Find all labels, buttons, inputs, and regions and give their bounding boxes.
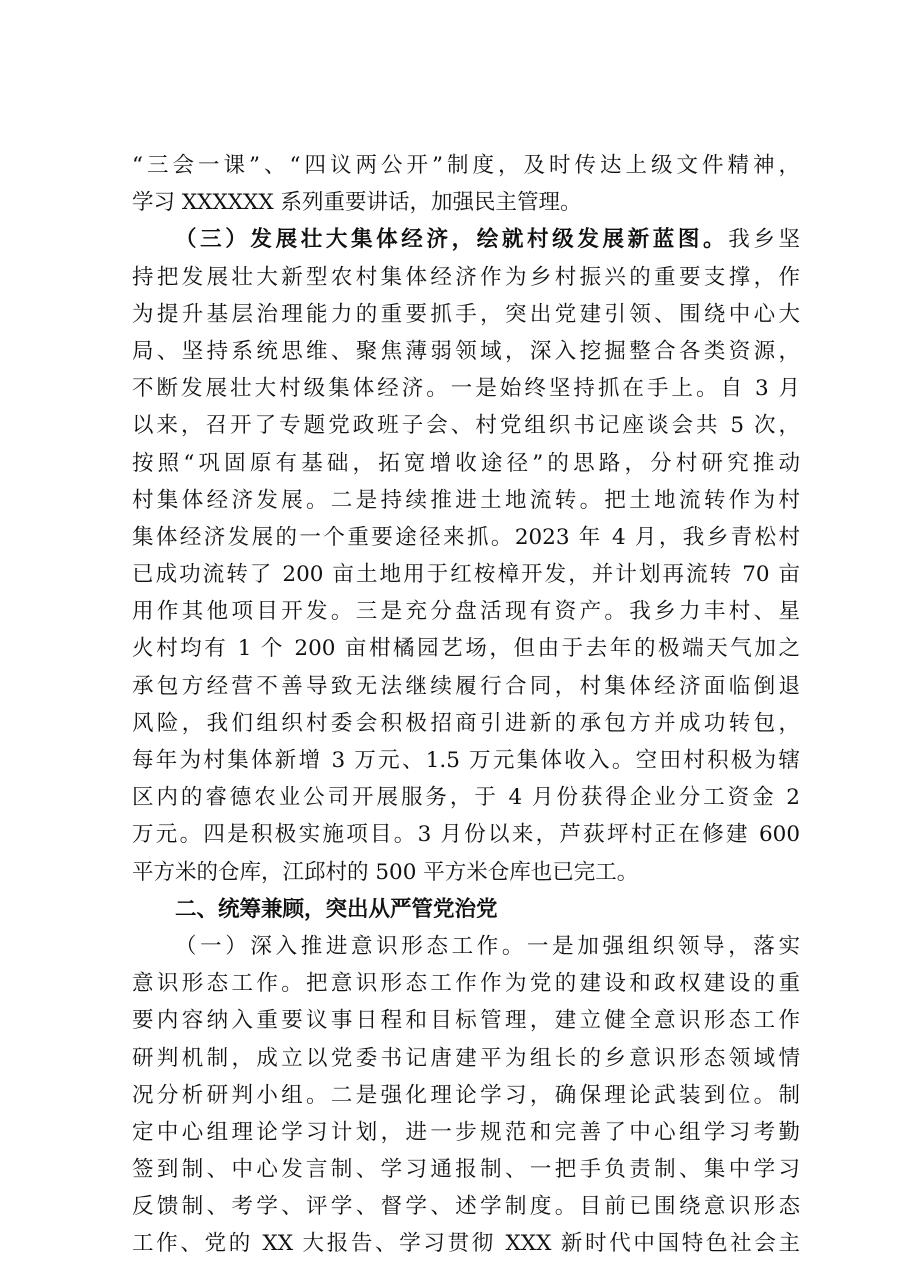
paragraph-line: 签到制、中心发言制、学习通报制、一把手负责制、集中学习 [132, 1157, 800, 1183]
paragraph-line: 村集体经济发展。二是持续推进土地流转。把土地流转作为村 [132, 487, 800, 513]
paragraph-line: 工作、党的 XX 大报告、学习贯彻 XXX 新时代中国特色社会主 [132, 1231, 800, 1257]
paragraph-line: 意识形态工作。把意识形态工作作为党的建设和政权建设的重 [132, 971, 800, 997]
section-heading: （三）发展壮大集体经济，绘就村级发展新蓝图。 [175, 227, 729, 253]
paragraph-text: 我乡坚 [728, 227, 800, 253]
paragraph-line: 反馈制、考学、评学、督学、述学制度。目前已围绕意识形态 [132, 1194, 800, 1220]
section-heading-line [132, 221, 800, 258]
paragraph-line: 研判机制，成立以党委书记唐建平为组长的乡意识形态领域情 [132, 1045, 800, 1071]
paragraph-line: 集体经济发展的一个重要途径来抓。2023 年 4 月，我乡青松村 [132, 524, 800, 550]
paragraph-line: 定中心组理论学习计划，进一步规范和完善了中心组学习考勤 [132, 1119, 800, 1145]
paragraph-line: 不断发展壮大村级集体经济。一是始终坚持抓在手上。自 3 月 [132, 376, 800, 402]
chapter-heading: 二、统筹兼顾，突出从严管党治党 [175, 896, 498, 922]
paragraph-line: 区内的睿德农业公司开展服务，于 4 月份获得企业分工资金 2 [132, 785, 800, 811]
paragraph-line: 学习 XXXXXX 系列重要讲话，加强民主管理。 [132, 190, 582, 216]
paragraph-line: 按照“巩固原有基础，拓宽增收途径”的思路，分村研究推动 [132, 450, 800, 476]
paragraph-line: 承包方经营不善导致无法继续履行合同，村集体经济面临倒退 [132, 673, 800, 699]
paragraph-line: 火村均有 1 个 200 亩柑橘园艺场，但由于去年的极端天气加之 [132, 636, 800, 662]
paragraph-line: 要内容纳入重要议事日程和目标管理，建立健全意识形态工作 [132, 1008, 800, 1034]
paragraph-line: 万元。四是积极实施项目。3 月份以来，芦荻坪村正在修建 600 [132, 822, 800, 848]
paragraph-line: 持把发展壮大新型农村集体经济作为乡村振兴的重要支撑，作 [132, 264, 800, 290]
paragraph-line: 局、坚持系统思维、聚焦薄弱领域，深入挖掘整合各类资源， [132, 338, 800, 364]
paragraph-line: 风险，我们组织村委会积极招商引进新的承包方并成功转包， [132, 710, 800, 736]
paragraph-line: 为提升基层治理能力的重要抓手，突出党建引领、围绕中心大 [132, 301, 800, 327]
paragraph-line: 已成功流转了 200 亩土地用于红桉樟开发，并计划再流转 70 亩 [132, 562, 800, 588]
paragraph-line: 用作其他项目开发。三是充分盘活现有资产。我乡力丰村、星 [132, 599, 800, 625]
paragraph-line: （一）深入推进意识形态工作。一是加强组织领导，落实 [175, 933, 800, 959]
paragraph-line: 况分析研判小组。二是强化理论学习，确保理论武装到位。制 [132, 1082, 800, 1108]
paragraph-line: 每年为村集体新增 3 万元、1.5 万元集体收入。空田村积极为辖 [132, 748, 800, 773]
paragraph-line: “三会一课”、“四议两公开”制度，及时传达上级文件精神， [132, 153, 800, 178]
paragraph-line: 以来，召开了专题党政班子会、村党组织书记座谈会共 5 次， [132, 413, 800, 439]
paragraph-line: 平方米的仓库，江邱村的 500 平方米仓库也已完工。 [132, 859, 639, 885]
document-body [132, 147, 800, 1263]
